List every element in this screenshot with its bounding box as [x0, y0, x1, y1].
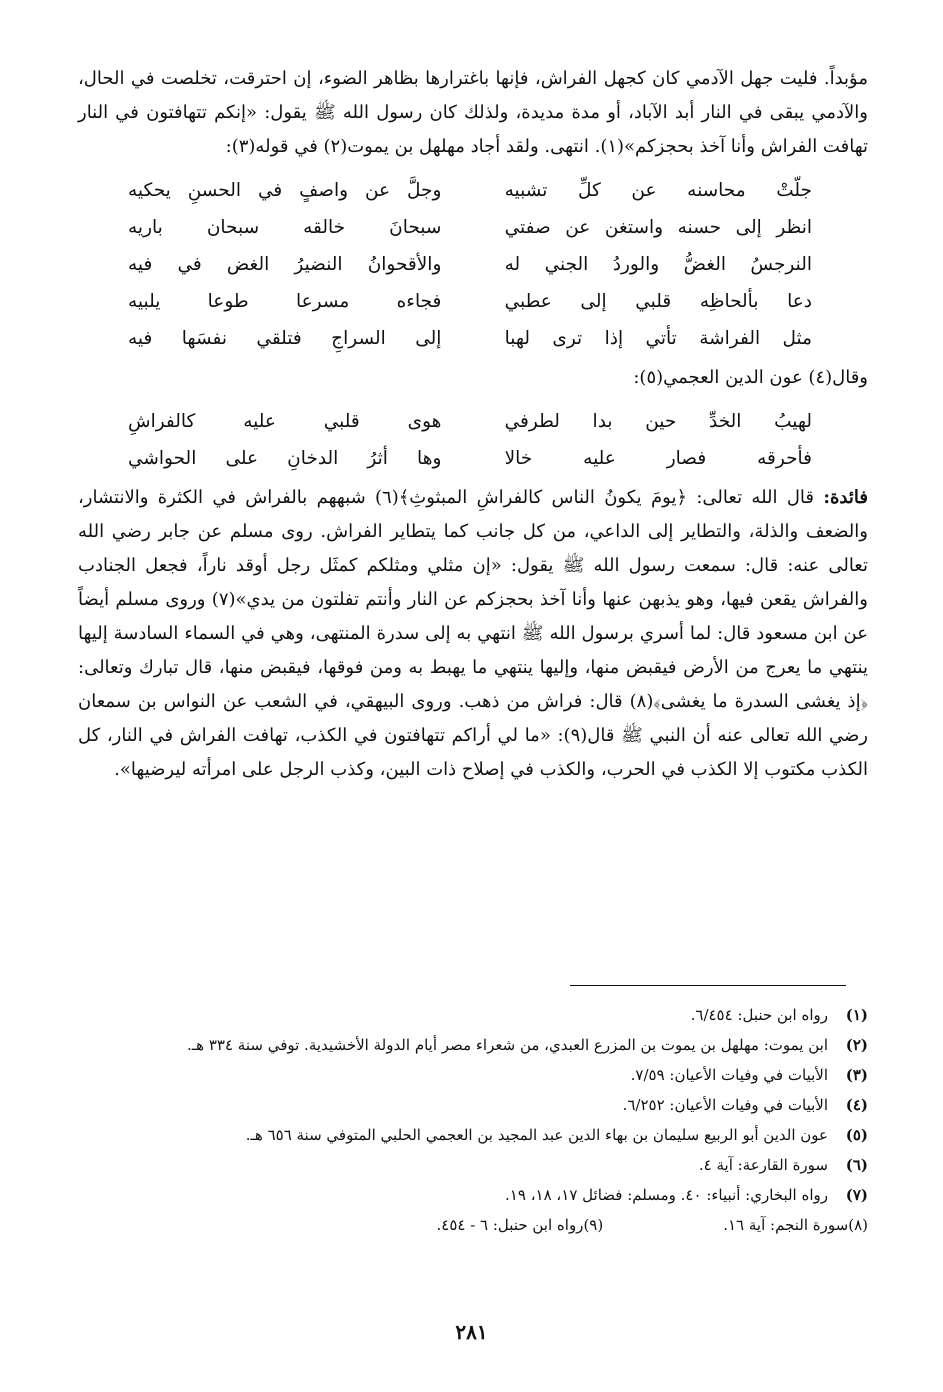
faida-label: فائدة: — [823, 487, 868, 508]
footnote-text: الأبيات في وفيات الأعيان: ٧/٥٩. — [630, 1066, 828, 1084]
footnote-text: رواه ابن حنبل: ٦/٤٥٤. — [690, 1006, 828, 1024]
footnote-text: رواه ابن حنبل: ٦ - ٤٥٤. — [436, 1216, 584, 1234]
paragraph-faida — [78, 481, 868, 787]
footnote-number: (٣) — [845, 1066, 868, 1084]
footnote-pair — [78, 1210, 868, 1240]
footnote-divider — [570, 985, 846, 986]
verse-second-hemistich: هوى قلبي عليه كالفراشِ — [128, 411, 442, 432]
verse-line — [78, 403, 868, 440]
footnotes — [78, 1000, 868, 1240]
footnote-text: ابن يموت: مهلهل بن يموت بن المزرع العبدي، من شعراء مصر أيام الدولة الأخشيدية. توفي سنة ٣٣٤ هـ. — [187, 1036, 828, 1054]
footnote-item — [78, 1120, 868, 1150]
verse-first-hemistich: دعا بألحاظِه قلبي إلى عطبي — [504, 291, 812, 312]
verse-second-hemistich: فجاءه مسرعا طوعا يلبيه — [128, 291, 442, 312]
verse-first-hemistich: جلّتْ محاسنه عن كلِّ تشبيه — [504, 180, 812, 201]
footnote-number: (٥) — [845, 1126, 868, 1144]
footnote-text: رواه البخاري: أنبياء: ٤٠. ومسلم: فضائل ١٧، ١٨، ١٩. — [505, 1186, 828, 1204]
footnote-number: (٢) — [845, 1036, 868, 1054]
verse-first-hemistich: النرجسُ الغضُّ والوردُ الجني له — [504, 254, 812, 275]
footnote-text: سورة النجم: آية ١٦. — [723, 1216, 849, 1234]
verse-first-hemistich: انظر إلى حسنه واستغن عن صفتي — [504, 217, 812, 238]
verse-line — [78, 246, 868, 283]
footnote-text: الأبيات في وفيات الأعيان: ٦/٢٥٢. — [622, 1096, 828, 1114]
page-number: ٢٨١ — [455, 1320, 488, 1344]
verse-first-hemistich: مثل الفراشة تأتي إذا ترى لهبا — [504, 328, 812, 349]
footnote-item — [78, 1090, 868, 1120]
verse-line — [78, 440, 868, 477]
verse-second-hemistich: إلى السراجِ فتلقي نفسَها فيه — [128, 328, 442, 349]
verse-second-hemistich: وجلَّ عن واصفٍ في الحسنِ يحكيه — [128, 180, 442, 201]
verse-line — [78, 320, 868, 357]
footnote-item — [723, 1210, 868, 1240]
poem-mahalhal — [78, 172, 868, 357]
verse-line — [78, 172, 868, 209]
verse-line — [78, 283, 868, 320]
verse-first-hemistich: فأحرقه فصار عليه خالا — [504, 448, 812, 469]
footnote-item — [436, 1210, 603, 1240]
verse-second-hemistich: سبحانَ خالقه سبحان باريه — [128, 217, 442, 238]
footnote-text: سورة القارعة: آية ٤. — [698, 1156, 828, 1174]
footnote-number: (٨) — [848, 1216, 868, 1234]
footnote-number: (٧) — [845, 1186, 868, 1204]
verse-second-hemistich: والأقحوانُ النضيرُ الغض في فيه — [128, 254, 442, 275]
verse-second-hemistich: وها أثرُ الدخانِ على الحواشي — [128, 448, 442, 469]
page-body — [78, 62, 868, 787]
verse-first-hemistich: لهيبُ الخدِّ حين بدا لطرفي — [504, 411, 812, 432]
footnote-item — [78, 1030, 868, 1060]
footnote-number: (٩) — [583, 1216, 604, 1234]
verse-line — [78, 209, 868, 246]
footnote-number: (٤) — [845, 1096, 868, 1114]
footnote-item — [78, 1180, 868, 1210]
footnote-item — [78, 1060, 868, 1090]
footnote-number: (١) — [845, 1006, 868, 1024]
footnote-item — [78, 1150, 868, 1180]
footnote-number: (٦) — [845, 1156, 868, 1174]
footnote-item — [78, 1000, 868, 1030]
faida-text: قال الله تعالى: ﴿يومَ يكونُ الناس كالفراشِ المبثوثِ﴾(٦) شبههم بالفراش في الكثرة والانتشار، والضعف والذلة، والتطاير إلى الداعي، من كل جانب كما يتطاير الفراش. روى مسلم عن جابر رضي الله تعالى عنه: قال: سمعت رسول الله ﷺ يقول: «إن مثلي ومثلكم كمثَل رجل أوقد ناراً، فجعل الجنادب والفراش يقعن فيها، وهو يذبهن عنها وأنا آخذ بحجزكم عن النار وأنتم تفلتون من يدي»(٧) وروى مسلم أيضاً عن ابن مسعود قال: لما أسري برسول الله ﷺ انتهي به إلى سدرة المنتهى، وهي في السماء السادسة إليها ينتهي ما يعرج من الأرض فيقبض منها، وإليها ينتهي ما يهبط به ومن فوقها، فيقبض منها، قال تبارك وتعالى: ﴿إذ يغشى السدرة ما يغشى﴾(٨) قال: فراش من ذهب. وروى البيهقي، في الشعب عن النواس بن سمعان رضي الله تعالى عنه أن النبي ﷺ قال(٩): «ما لي أراكم تتهافتون في الكذب، تهافت الفراش في النار، كل الكذب مكتوب إلا الكذب في الحرب، والكذب في إصلاح ذات البين، وكذب الرجل على امرأته ليرضيها». — [78, 487, 869, 780]
poem-aun-al-din — [78, 403, 868, 477]
poem-intro-aun-al-din: وقال(٤) عون الدين العجمي(٥): — [633, 367, 868, 388]
paragraph-intro: مؤبداً. فليت جهل الآدمي كان كجهل الفراش، فإنها باغترارها بظاهر الضوء، إن احترقت، تخلصت في الحال، والآدمي يبقى في النار أبد الآباد، أو مدة مديدة، ولذلك كان رسول الله ﷺ يقول: «إنكم تتهافتون في النار تهافت الفراش وأنا آخذ بحجزكم»(١). انتهى. ولقد أجاد مهلهل بن يموت(٢) في قوله(٣): — [78, 68, 868, 157]
footnote-text: عون الدين أبو الربيع سليمان بن بهاء الدين عبد المجيد بن العجمي الحلبي المتوفي سنة ٦٥٦ هـ. — [245, 1126, 828, 1144]
